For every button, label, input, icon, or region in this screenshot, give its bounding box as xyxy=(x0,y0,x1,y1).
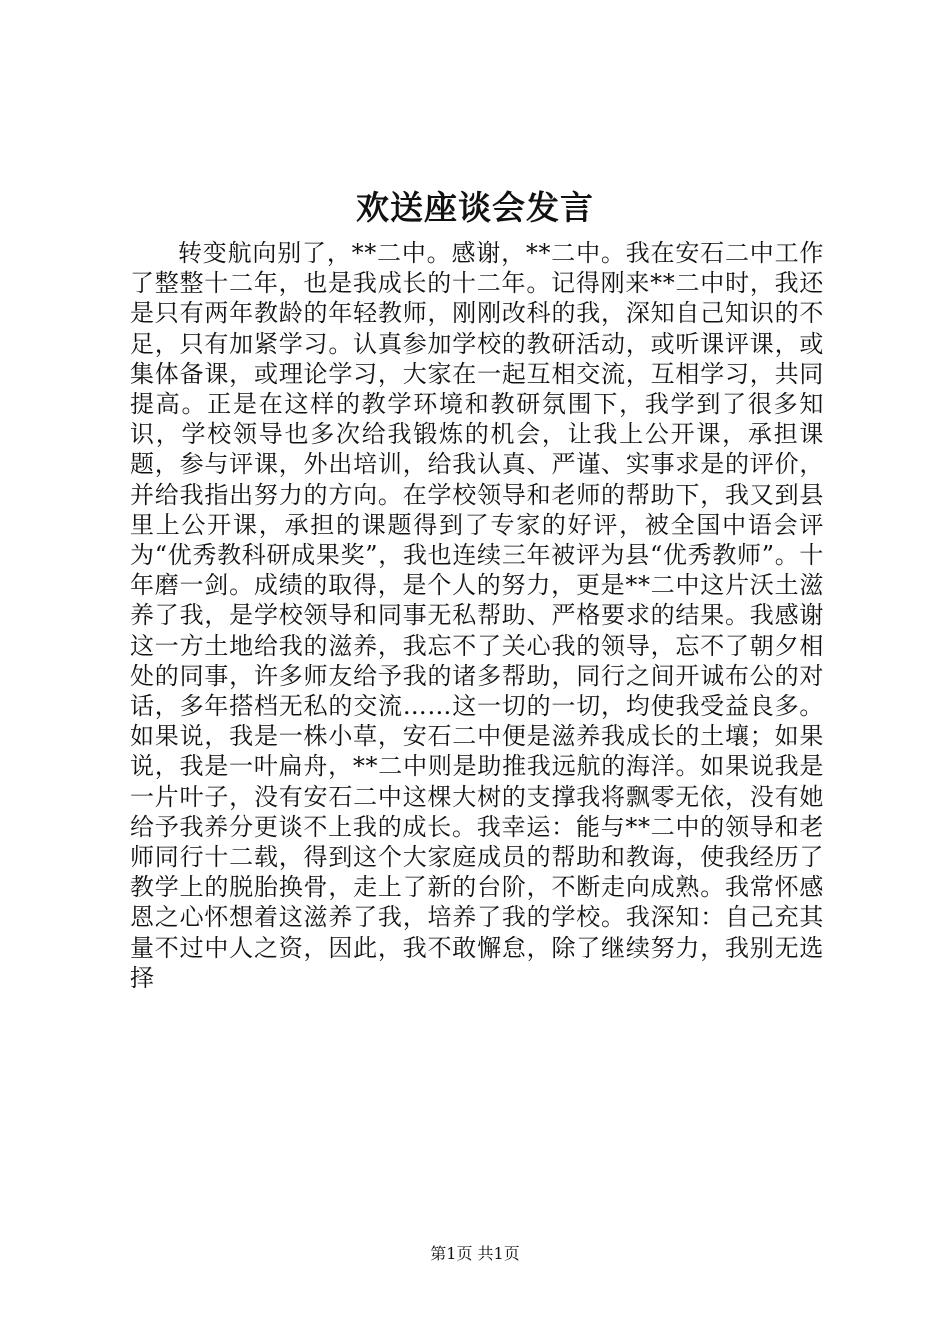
document-title: 欢送座谈会发言 xyxy=(356,188,594,227)
body-paragraph: 转变航向别了，**二中。感谢，**二中。我在安石二中工作了整整十二年，也是我成长的十二年。记得刚来**二中时，我还是只有两年教龄的年轻教师，刚刚改科的我，深知自己知识的不足，只有加紧学习。认真参加学校的教研活动，或听课评课，或集体备课，或理论学习，大家在一起互相交流，互相学习，共同提高。正是在这样的教学环境和教研氛围下，我学到了很多知识，学校领导也多次给我锻炼的机会，让我上公开课，承担课题，参与评课，外出培训，给我认真、严谨、实事求是的评价，并给我指出努力的方向。在学校领导和老师的帮助下，我又到县里上公开课，承担的课题得到了专家的好评，被全国中语会评为“优秀教科研成果奖”，我也连续三年被评为县“优秀教师”。十年磨一剑。成绩的取得，是个人的努力，更是**二中这片沃土滋养了我，是学校领导和同事无私帮助、严格要求的结果。我感谢这一方土地给我的滋养，我忘不了关心我的领导，忘不了朝夕相处的同事，许多师友给予我的诸多帮助，同行之间开诚布公的对话，多年搭档无私的交流……这一切的一切，均使我受益良多。如果说，我是一株小草，安石二中便是滋养我成长的土壤；如果说，我是一叶扁舟，**二中则是助推我远航的海洋。如果说我是一片叶子，没有安石二中这棵大树的支撑我将飘零无依，没有她给予我养分更谈不上我的成长。我幸运：能与**二中的领导和老师同行十二载，得到这个大家庭成员的帮助和教诲，使我经历了教学上的脱胎换骨，走上了新的台阶，不断走向成熟。我常怀感恩之心怀想着这滋养了我，培养了我的学校。我深知：自己充其量不过中人之资，因此，我不敢懈怠，除了继续努力，我别无选择 xyxy=(130,239,824,992)
page-footer: 第1页 共1页 xyxy=(430,1244,520,1263)
